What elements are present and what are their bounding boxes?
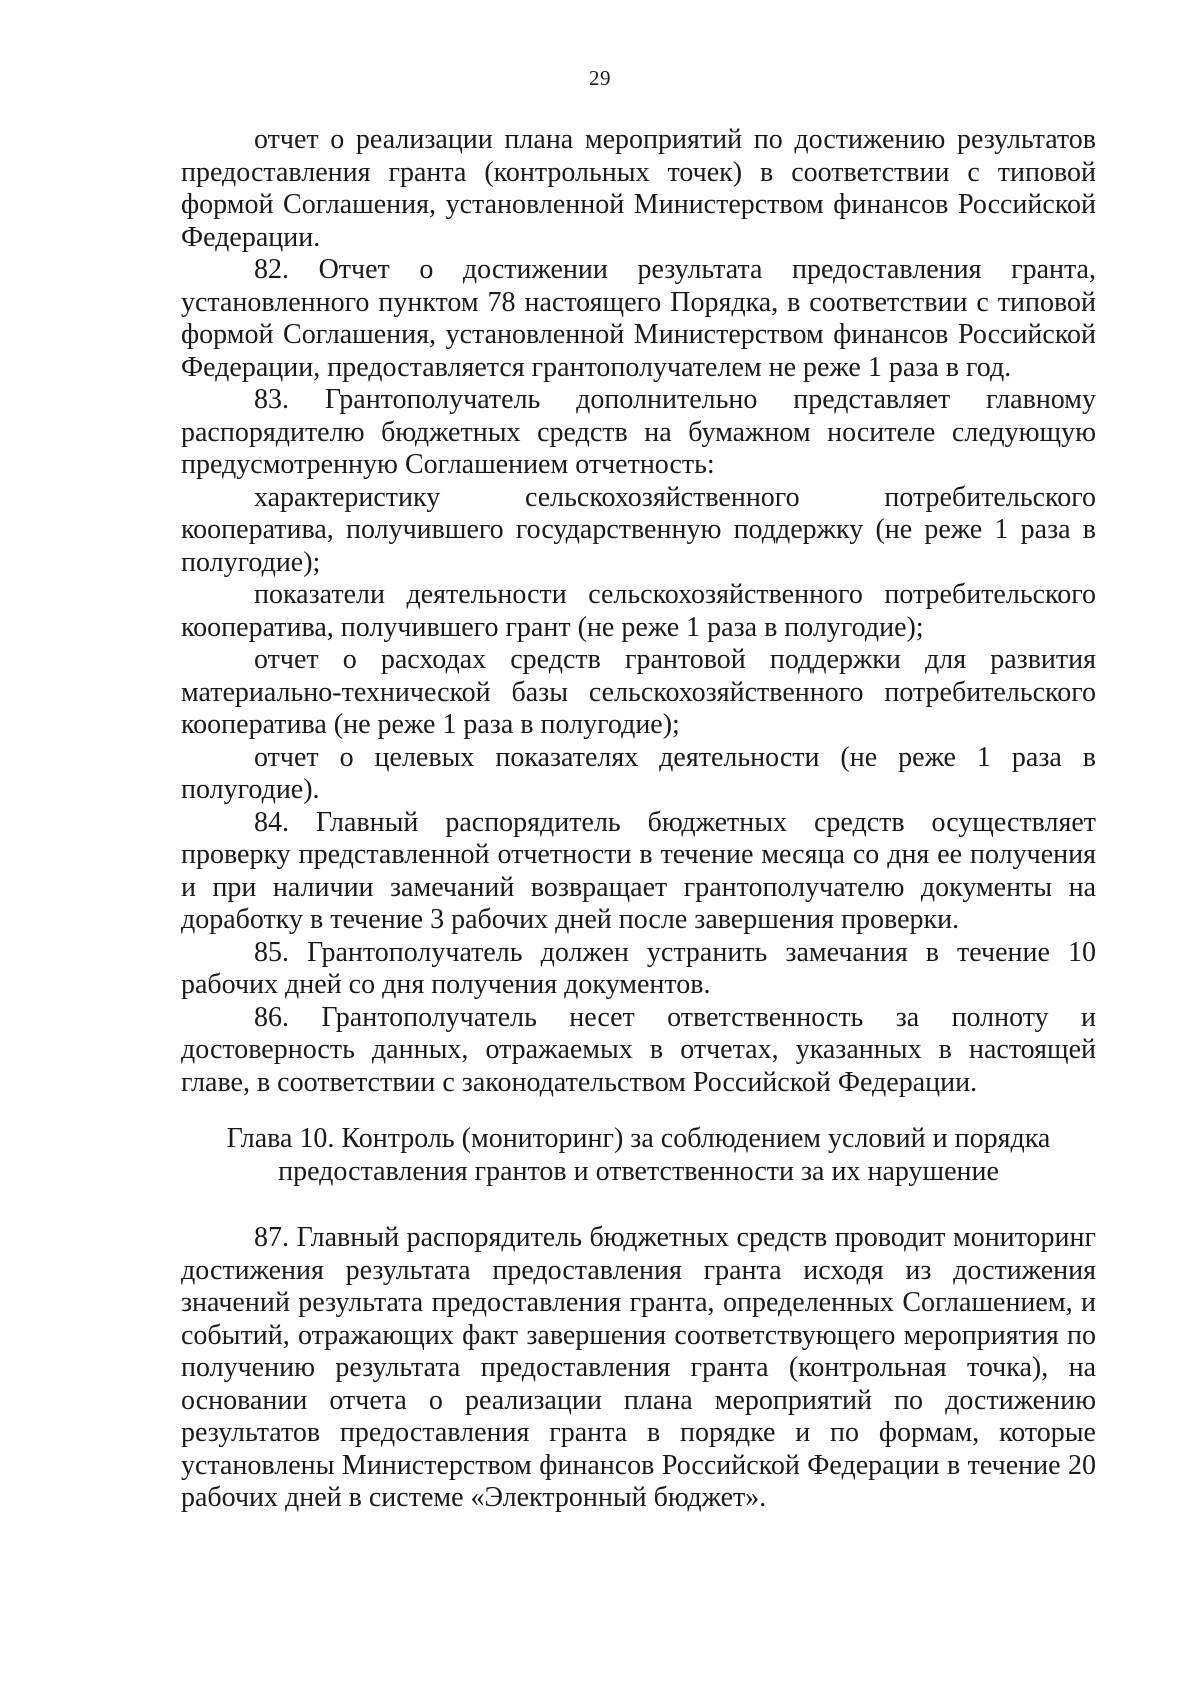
- paragraph-report-plan: отчет о реализации плана мероприятий по достижению результатов предоставления гранта (контрольных точек) в соответствии с типовой формой Соглашения, установленной Министерством финансов Российской Федерации.: [181, 124, 1096, 253]
- document-body: [181, 124, 1096, 1515]
- paragraph-82: 82. Отчет о достижении результата предоставления гранта, установленного пунктом 78 настоящего Порядка, в соответствии с типовой формой Соглашения, установленной Министерством финансов Российской Федерации, предоставляется грантополучателем не реже 1 раза в год.: [181, 254, 1096, 383]
- page-number: 29: [589, 66, 611, 90]
- paragraph-84: 84. Главный распорядитель бюджетных средств осуществляет проверку представленной отчетности в течение месяца со дня ее получения и при наличии замечаний возвращает грантополучателю документы на доработку в течение 3 рабочих дней после завершения проверки.: [181, 806, 1096, 935]
- list-item-indicators: показатели деятельности сельскохозяйственного потребительского кооператива, получившего грант (не реже 1 раза в полугодие);: [181, 579, 1096, 643]
- paragraph-85: 85. Грантополучатель должен устранить замечания в течение 10 рабочих дней со дня получения документов.: [181, 936, 1096, 1000]
- chapter-heading-line-1: Глава 10. Контроль (мониторинг) за соблюдением условий и порядка: [226, 1123, 1051, 1154]
- list-item-characteristic: характеристику сельскохозяйственного потребительского кооператива, получившего государственную поддержку (не реже 1 раза в полугодие);: [181, 481, 1096, 578]
- list-item-expenses-report: отчет о расходах средств грантовой поддержки для развития материально-технической базы сельскохозяйственного потребительского кооператива (не реже 1 раза в полугодие);: [181, 644, 1096, 740]
- chapter-heading: [181, 1123, 1096, 1188]
- paragraph-83: 83. Грантополучатель дополнительно представляет главному распорядителю бюджетных средств на бумажном носителе следующую предусмотренную Соглашением отчетность:: [181, 384, 1096, 480]
- paragraph-87: 87. Главный распорядитель бюджетных средств проводит мониторинг достижения результата предоставления гранта исходя из достижения значений результата предоставления гранта, определенных Соглашением, и событий, отражающих факт завершения соответствующего мероприятия по получению результата предоставления гранта (контрольная точка), на основании отчета о реализации плана мероприятий по достижению результатов предоставления гранта в порядке и по формам, которые установлены Министерством финансов Российской Федерации в течение 20 рабочих дней в системе «Электронный бюджет».: [181, 1222, 1096, 1513]
- list-item-target-indicators: отчет о целевых показателях деятельности (не реже 1 раза в полугодие).: [181, 741, 1096, 805]
- chapter-heading-line-2: предоставления грантов и ответственности за их нарушение: [278, 1155, 999, 1187]
- paragraph-86: 86. Грантополучатель несет ответственность за полноту и достоверность данных, отражаемых в отчетах, указанных в настоящей главе, в соответствии с законодательством Российской Федерации.: [181, 1001, 1096, 1098]
